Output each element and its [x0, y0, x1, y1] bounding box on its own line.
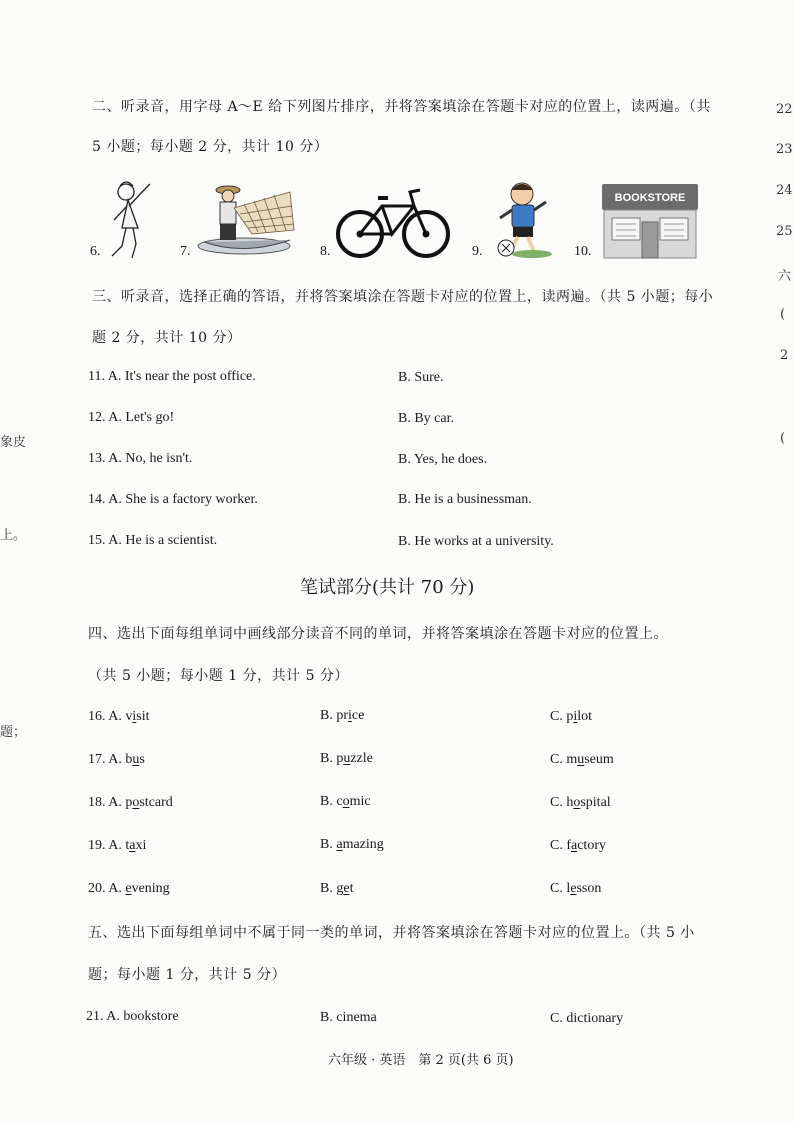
q20-option-b: B. get: [320, 881, 354, 896]
margin-left-fragment-3: 题；: [0, 725, 27, 740]
section3-title-line2: 题 2 分，共计 10 分）: [92, 330, 242, 346]
q15-option-b: B. He works at a university.: [398, 534, 554, 549]
bicycle-icon: [334, 184, 452, 262]
margin-right-fragment-3: 24: [776, 183, 793, 198]
margin-right-fragment-7: 2: [780, 348, 789, 363]
q18-option-a: 18. A. postcard: [88, 795, 173, 810]
q20-option-a: 20. A. evening: [88, 881, 170, 896]
margin-left-fragment-2: 上。: [0, 528, 27, 543]
q18-option-b: B. comic: [320, 794, 371, 809]
q16-option-a: 16. A. visit: [88, 709, 150, 724]
section4-title-line2: （共 5 小题；每小题 1 分，共计 5 分）: [88, 668, 349, 684]
section4-title-line1: 四、选出下面每组单词中画线部分读音不同的单词，并将答案填涂在答题卡对应的位置上。: [88, 626, 668, 642]
picture-num-7: 7.: [180, 244, 191, 259]
q11-option-b: B. Sure.: [398, 370, 444, 385]
q14-option-a: 14. A. She is a factory worker.: [88, 492, 258, 507]
q19-option-c: C. factory: [550, 838, 606, 853]
q15-option-a: 15. A. He is a scientist.: [88, 533, 218, 548]
q17-option-a: 17. A. bus: [88, 752, 145, 767]
section2-title-line1: 二、听录音，用字母 A～E 给下列图片排序，并将答案填涂在答题卡对应的位置上，读两遍。（共: [92, 99, 711, 115]
q13-option-b: B. Yes, he does.: [398, 452, 488, 467]
fisherman-icon: [194, 180, 304, 260]
bookstore-sign-text: BOOKSTORE: [614, 192, 686, 204]
margin-right-fragment-8: (: [780, 431, 786, 446]
picture-num-9: 9.: [472, 244, 483, 259]
written-section-heading: 笔试部分(共计 70 分): [300, 577, 475, 598]
picture-num-10: 10.: [574, 244, 592, 259]
margin-right-fragment-6: (: [780, 307, 786, 322]
q11-option-a: 11. A. It's near the post office.: [88, 369, 256, 384]
q17-option-b: B. puzzle: [320, 751, 373, 766]
boy-football-icon: [488, 178, 556, 260]
q18-option-c: C. hospital: [550, 795, 611, 810]
q13-option-a: 13. A. No, he isn't.: [88, 451, 193, 466]
section5-title-line1: 五、选出下面每组单词中不属于同一类的单词，并将答案填涂在答题卡对应的位置上。（共 5 小: [88, 925, 695, 941]
q21-option-b: B. cinema: [320, 1010, 377, 1025]
bookstore-icon: [598, 180, 702, 260]
girl-dancing-icon: [100, 176, 164, 262]
q16-option-b: B. price: [320, 708, 365, 723]
q19-option-a: 19. A. taxi: [88, 838, 147, 853]
margin-right-fragment-2: 23: [776, 142, 793, 157]
q12-option-a: 12. A. Let's go!: [88, 410, 175, 425]
q12-option-b: B. By car.: [398, 411, 454, 426]
margin-right-fragment-5: 六: [778, 269, 792, 284]
page-footer: 六年级 · 英语 第 2 页(共 6 页): [328, 1053, 514, 1068]
q20-option-c: C. lesson: [550, 881, 602, 896]
section2-title-line2: 5 小题；每小题 2 分，共计 10 分）: [92, 139, 329, 155]
q21-option-a: 21. A. bookstore: [86, 1009, 179, 1024]
q19-option-b: B. amazing: [320, 837, 384, 852]
picture-num-6: 6.: [90, 244, 101, 259]
margin-right-fragment-4: 25: [776, 224, 793, 239]
margin-left-fragment-1: 象皮: [0, 435, 27, 450]
margin-right-fragment-1: 22: [776, 102, 793, 117]
q14-option-b: B. He is a businessman.: [398, 492, 532, 507]
picture-num-8: 8.: [320, 244, 331, 259]
section5-title-line2: 题；每小题 1 分，共计 5 分）: [88, 967, 287, 983]
q17-option-c: C. museum: [550, 752, 614, 767]
q21-option-c: C. dictionary: [550, 1011, 624, 1026]
section3-title-line1: 三、听录音，选择正确的答语，并将答案填涂在答题卡对应的位置上，读两遍。（共 5 小题；每小: [92, 289, 714, 305]
q16-option-c: C. pilot: [550, 709, 593, 724]
